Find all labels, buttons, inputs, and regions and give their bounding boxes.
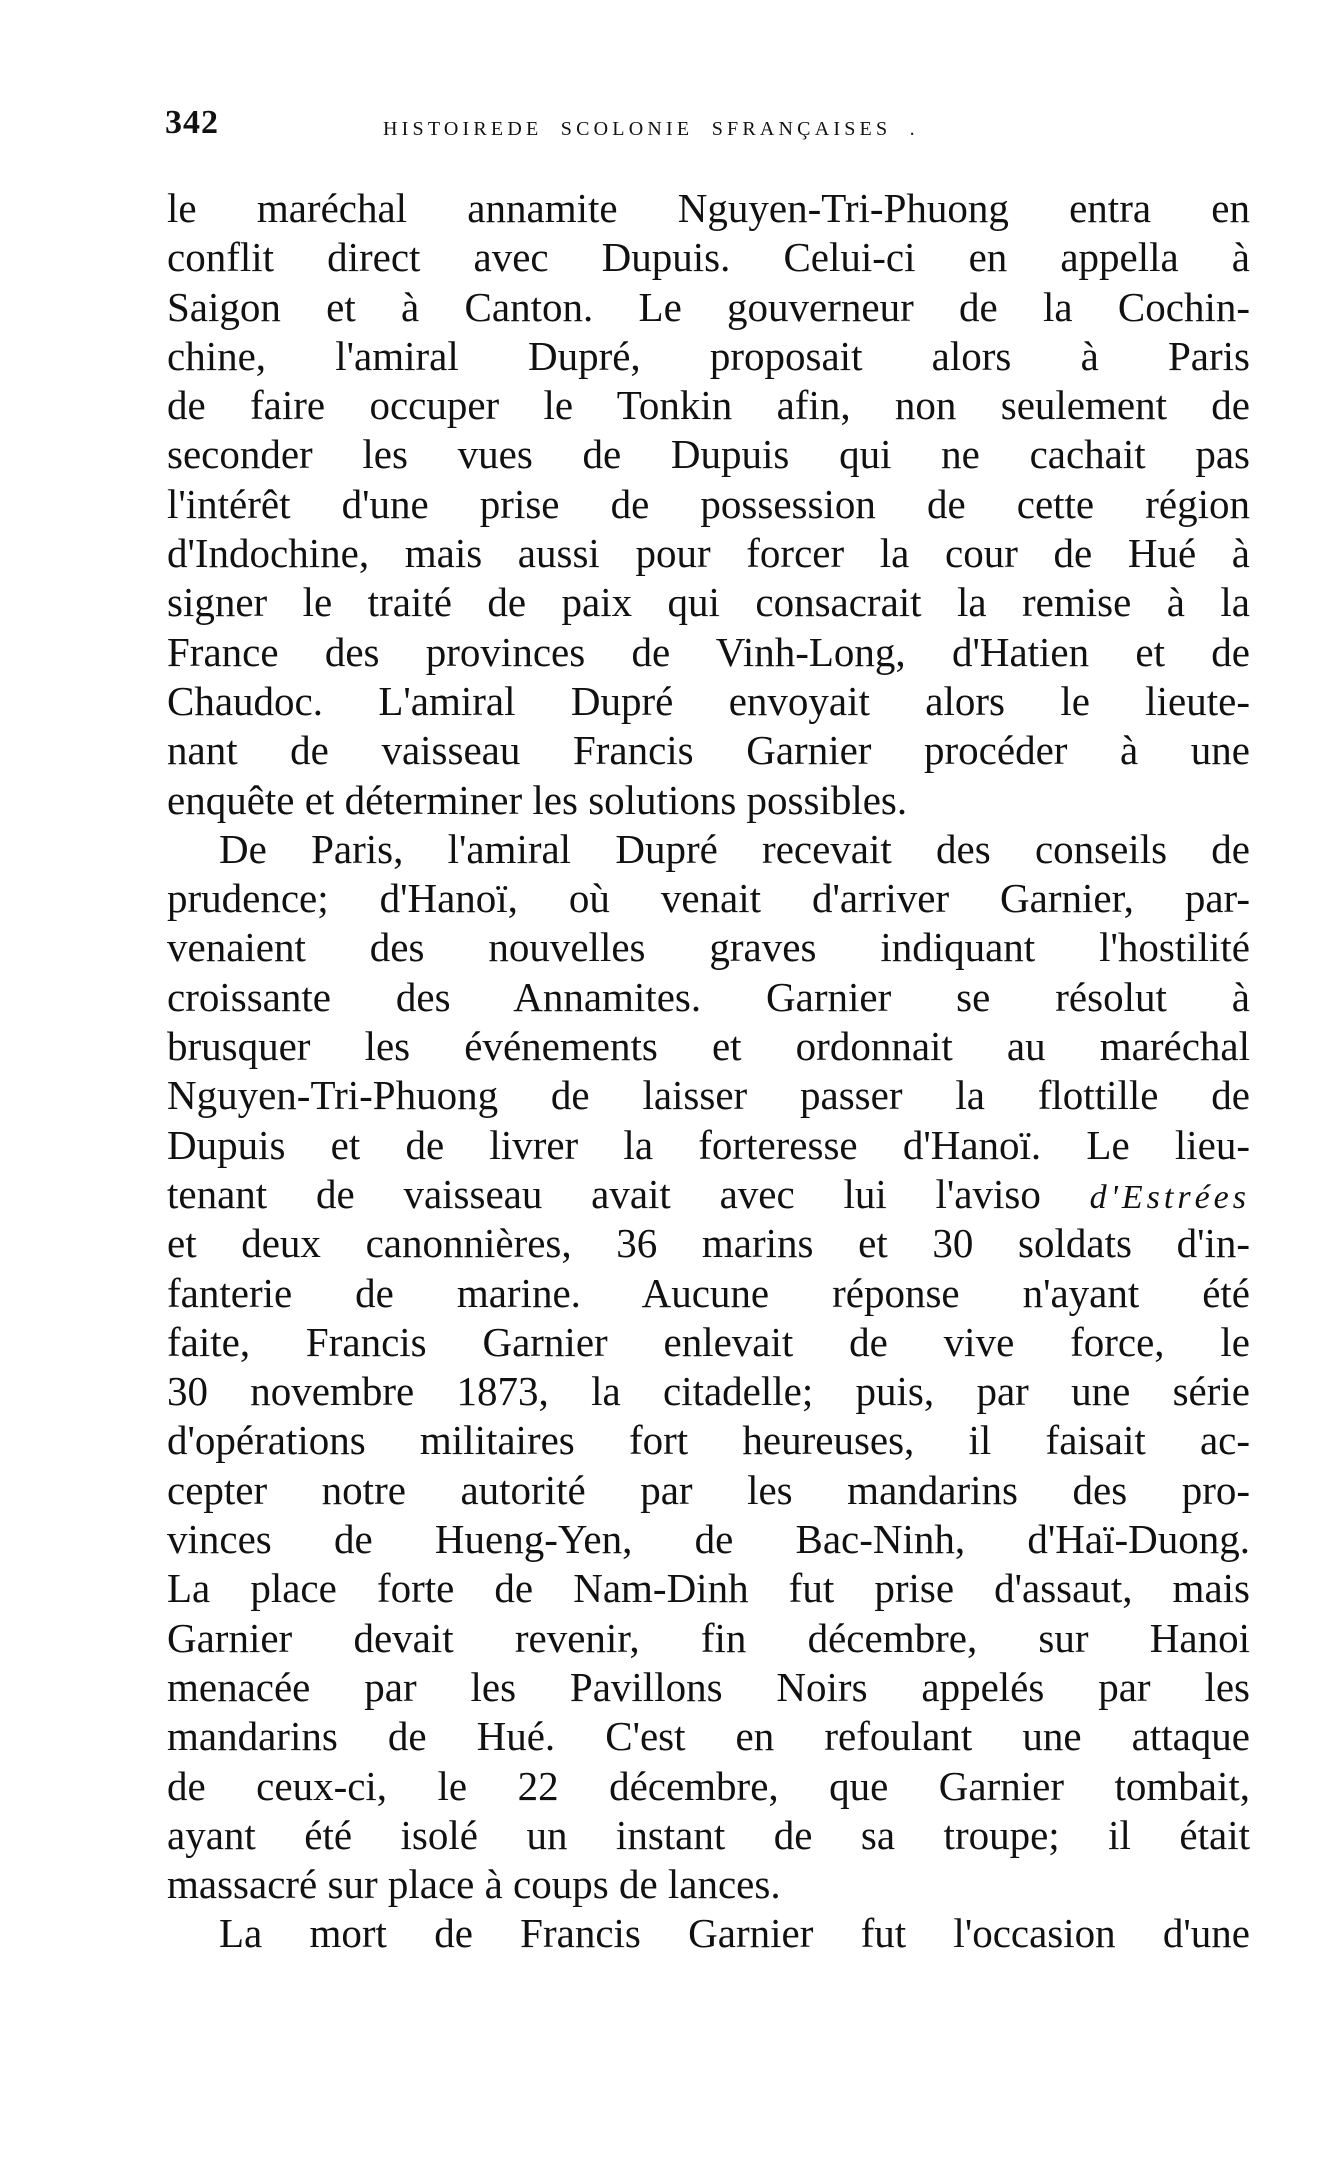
text-line: et deux canonnières, 36 marins et 30 soldats d'in- (167, 1220, 1250, 1267)
text-line: faite, Francis Garnier enlevait de vive force, le (167, 1318, 1250, 1365)
text-line: venaient des nouvelles graves indiquant l'hostilité (167, 924, 1250, 971)
body-text (167, 184, 1250, 1959)
paragraph-start-line: La mort de Francis Garnier fut l'occasion d'une (219, 1910, 1250, 1957)
text-line: Saigon et à Canton. Le gouverneur de la Cochin- (167, 283, 1250, 330)
text-line: conflit direct avec Dupuis. Celui-ci en appella à (167, 234, 1250, 281)
text-line: mandarins de Hué. C'est en refoulant une attaque (167, 1713, 1250, 1760)
running-head: HISTOIREDE SCOLONIE SFRANÇAISES . (383, 118, 919, 140)
text-line: brusquer les événements et ordonnait au maréchal (167, 1023, 1250, 1070)
text-line: 30 novembre 1873, la citadelle; puis, par une série (167, 1368, 1250, 1415)
ship-name: d'Estrées (1089, 1178, 1250, 1216)
text-line: Nguyen-Tri-Phuong de laisser passer la flottille de (167, 1072, 1250, 1119)
text-line: prudence; d'Hanoï, où venait d'arriver Garnier, par- (167, 875, 1250, 922)
page-number: 342 (165, 104, 219, 141)
text-line: d'Indochine, mais aussi pour forcer la cour de Hué à (167, 530, 1250, 577)
text-line: de ceux-ci, le 22 décembre, que Garnier tombait, (167, 1762, 1250, 1809)
text-line: Dupuis et de livrer la forteresse d'Hanoï. Le lieu- (167, 1121, 1250, 1168)
text-line: cepter notre autorité par les mandarins des pro- (167, 1466, 1250, 1513)
text-line: nant de vaisseau Francis Garnier procéder à une (167, 727, 1250, 774)
text-line: d'opérations militaires fort heureuses, il faisait ac- (167, 1417, 1250, 1464)
page-header (165, 104, 1255, 154)
text-line-with-ship-name (167, 1170, 1250, 1219)
text-line: Garnier devait revenir, fin décembre, sur Hanoi (167, 1614, 1250, 1661)
paragraph-start-line: De Paris, l'amiral Dupré recevait des conseils de (219, 825, 1250, 872)
text-line: La place forte de Nam-Dinh fut prise d'assaut, mais (167, 1565, 1250, 1612)
text-line: chine, l'amiral Dupré, proposait alors à Paris (167, 332, 1250, 379)
text-line: croissante des Annamites. Garnier se résolut à (167, 973, 1250, 1020)
text-line: ayant été isolé un instant de sa troupe; il était (167, 1811, 1250, 1858)
text-line: de faire occuper le Tonkin afin, non seulement de (167, 382, 1250, 429)
text-line: vinces de Hueng-Yen, de Bac-Ninh, d'Haï-Duong. (167, 1516, 1250, 1563)
text-line: signer le traité de paix qui consacrait la remise à la (167, 579, 1250, 626)
text-line: fanterie de marine. Aucune réponse n'ayant été (167, 1269, 1250, 1316)
text-line: l'intérêt d'une prise de possession de cette région (167, 480, 1250, 527)
text-line: France des provinces de Vinh-Long, d'Hatien et de (167, 628, 1250, 675)
text-line-segment: tenant de vaisseau avait avec lui l'aviso (167, 1170, 1041, 1217)
text-line: seconder les vues de Dupuis qui ne cachait pas (167, 431, 1250, 478)
text-line: menacée par les Pavillons Noirs appelés par les (167, 1663, 1250, 1710)
text-line: Chaudoc. L'amiral Dupré envoyait alors le lieute- (167, 677, 1250, 724)
text-line: massacré sur place à coups de lances. (167, 1861, 781, 1908)
text-line: le maréchal annamite Nguyen-Tri-Phuong entra en (167, 185, 1250, 231)
text-line: enquête et déterminer les solutions possibles. (167, 776, 908, 823)
